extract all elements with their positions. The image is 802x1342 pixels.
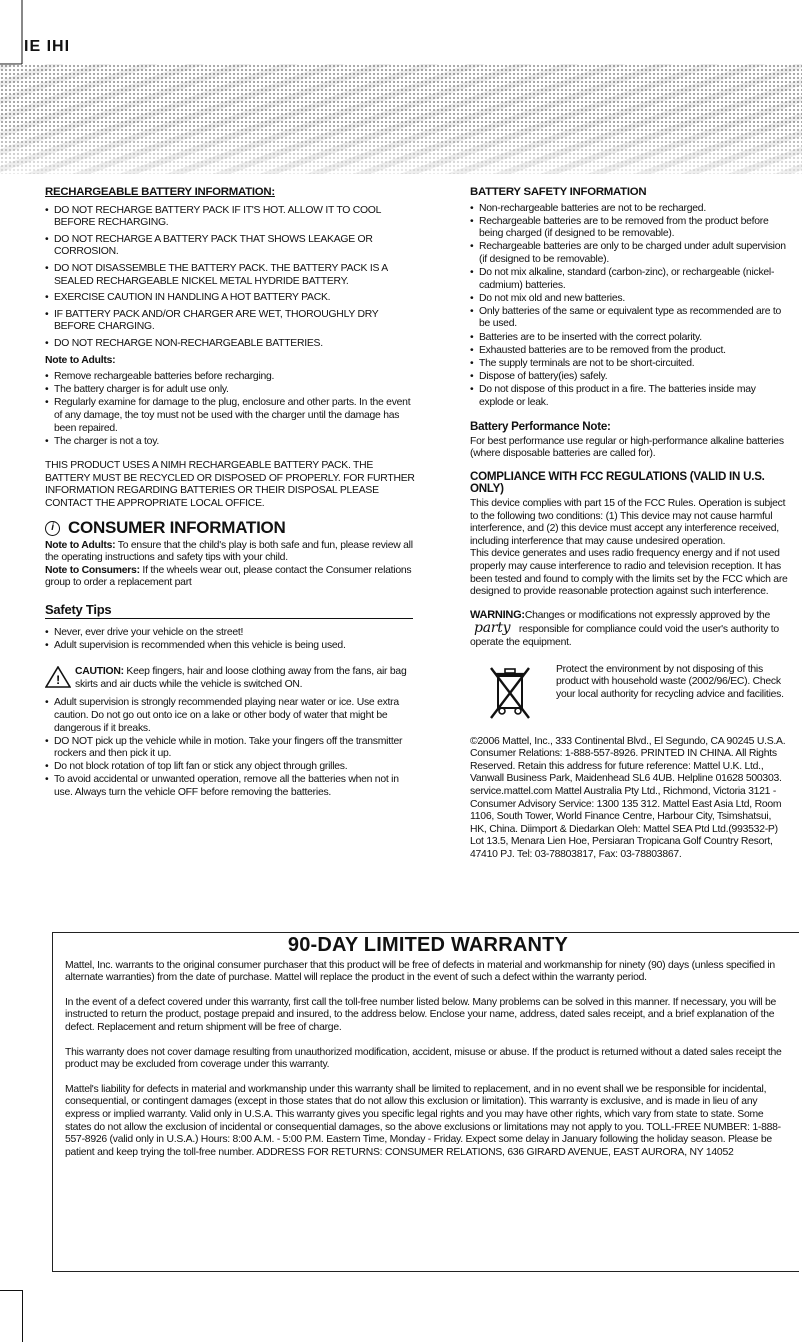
note-to-adults-heading: Note to Adults: (45, 354, 116, 366)
battery-performance-text: For best performance use regular or high-performance alkaline batteries (where disposable batteries are called for). (470, 435, 784, 460)
rechargeable-battery-heading: RECHARGEABLE BATTERY INFORMATION: (45, 186, 275, 198)
more-safety-list (45, 697, 417, 799)
list-item: • Non-rechargeable batteries are not to be recharged. (470, 203, 788, 216)
note-text: If the wheels wear out, please contact the Consumer relations group to order a replacement part (45, 564, 412, 589)
handwritten-annotation: party (474, 620, 511, 637)
consumer-note-consumers (45, 565, 417, 590)
recycle-text: Protect the environment by not disposing of this product with household waste (2002/96/EC). Check your local authority for recycling advice and facilities. (556, 663, 784, 700)
note-label: Note to Adults: (45, 539, 116, 551)
crop-mark-bottom (0, 1290, 22, 1291)
list-item: • Adult supervision is recommended when this vehicle is being used. (45, 640, 417, 653)
list-item: • To avoid accidental or unwanted operation, remove all the batteries when not in use. Always turn the vehicle OFF before removing the batteries. (45, 774, 417, 799)
battery-safety-list (470, 203, 788, 410)
list-item: • DO NOT RECHARGE NON-RECHARGEABLE BATTERIES. (45, 338, 417, 351)
list-item: • Remove rechargeable batteries before recharging. (45, 371, 417, 384)
warranty-paragraph-1: Mattel, Inc. warrants to the original consumer purchaser that this product will be free of defects in material and workmanship for ninety (90) days (unless specified in alternate warranties) from the date of purchase. Mattel will replace the product in the event of such a defect within the warranty period. (65, 959, 775, 984)
note-text: To ensure that the child's play is both safe and fun, please review all the operating instructions and safety tips with your child. (45, 539, 413, 564)
battery-performance-heading: Battery Performance Note: (470, 420, 611, 434)
battery-safety-heading: BATTERY SAFETY INFORMATION (470, 186, 647, 198)
crop-mark-bottom-vertical (22, 1290, 23, 1342)
list-item: • DO NOT RECHARGE BATTERY PACK IF IT'S HOT. ALLOW IT TO COOL BEFORE RECHARGING. (45, 205, 417, 230)
list-item: • The charger is not a toy. (45, 436, 417, 449)
list-item: • Only batteries of the same or equivalent type as recommended are to be used. (470, 306, 788, 331)
warning-paragraph (470, 609, 788, 650)
list-item: • The supply terminals are not to be short-circuited. (470, 358, 788, 371)
info-icon: i (45, 521, 60, 536)
copyright-text: ©2006 Mattel, Inc., 333 Continental Blvd., El Segundo, CA 90245 U.S.A. Consumer Relations: 1-888-557-8926. PRINTED IN CHINA. All Rights Reserved. Retain this address for future reference: Mattel U.K. Ltd., Vanwall Business Park, Maidenhead SL6 4UB. Helpline 01628 500303. service.mattel.com Mattel Australia Pty Ltd., Richmond, Victoria 3121 - Consumer Advisory Service: 1300 135 312. Mattel East Asia Ltd, Room 1106, South Tower, World Finance Centre, Harbour City, Tsimshatsui, HK, China. Diimport & Diedarkan Oleh: Mattel SEA Ptd Ltd.(993532-P) Lot 13.5, Menara Lien Hoe, Persiaran Tropicana Golf Country Resort, 47410 PJ. Tel: 03-78803817, Fax: 03-78803867. (470, 735, 786, 860)
caution-block (45, 666, 417, 691)
warranty-box (52, 932, 799, 1272)
list-item: • Do not dispose of this product in a fire. The batteries inside may explode or leak. (470, 384, 788, 409)
warranty-paragraph-4: Mattel's liability for defects in material and workmanship under this warranty shall be limited to replacement, and in no event shall we be responsible for incidental, consequential, or contingent damages (except in those states that do not allow this exclusion or limitation). This warranty is exclusive, and is made in lieu of any express or implied warranty. Valid only in U.S.A. This warranty gives you specific legal rights and you may have other rights, which vary from state to state. Some states do not allow the exclusion of incidental or consequential damages, so the above exclusions or limitations may not apply to you. TOLL-FREE NUMBER: 1-888-557-8926 (valid only in U.S.A.) Hours: 8:00 A.M. - 5:00 P.M. Eastern Time, Monday - Friday. Expect some delay in January following the holiday season. Please be patient and keep trying the toll-free number. ADDRESS FOR RETURNS: CONSUMER RELATIONS, 636 GIRARD AVENUE, EAST AURORA, NY 14052 (65, 1083, 781, 1158)
warranty-paragraph-3: This warranty does not cover damage resulting from unauthorized modification, accident, misuse or abuse. If the product is returned without a dated sales receipt the product may be excluded from coverage under this warranty. (65, 1046, 782, 1071)
list-item: • EXERCISE CAUTION IN HANDLING A HOT BATTERY PACK. (45, 292, 417, 305)
consumer-heading-text: CONSUMER INFORMATION (68, 517, 286, 537)
list-item: • Do not mix alkaline, standard (carbon-zinc), or rechargeable (nickel-cadmium) batteries. (470, 267, 788, 292)
warning-label: WARNING: (470, 608, 525, 621)
caution-text (75, 666, 417, 691)
list-item: • Rechargeable batteries are to be removed from the product before being charged (if designed to be removable). (470, 216, 788, 241)
list-item: • The battery charger is for adult use only. (45, 384, 417, 397)
svg-text:!: ! (56, 673, 60, 688)
logo-mark: IE IHI (24, 38, 71, 55)
list-item: • DO NOT RECHARGE A BATTERY PACK THAT SHOWS LEAKAGE OR CORROSION. (45, 234, 417, 259)
list-item: • Batteries are to be inserted with the correct polarity. (470, 332, 788, 345)
list-item: • Rechargeable batteries are only to be charged under adult supervision (if designed to be removable). (470, 241, 788, 266)
note-to-adults-list (45, 371, 417, 448)
halftone-stripes (0, 64, 802, 174)
caution-label: CAUTION: (75, 666, 124, 678)
list-item: • Dispose of battery(ies) safely. (470, 371, 788, 384)
list-item: • Do not mix old and new batteries. (470, 293, 788, 306)
caution-body: Keep fingers, hair and loose clothing away from the fans, air bag skirts and air ducts while the vehicle is switched ON. (75, 666, 407, 690)
fcc-paragraph-1: This device complies with part 15 of the FCC Rules. Operation is subject to the following two conditions: (1) This device may not cause harmful interference, and (2) this device must accept any interference received, including interference that may cause undesired operation. (470, 498, 786, 547)
left-column (45, 186, 417, 800)
list-item: • IF BATTERY PACK AND/OR CHARGER ARE WET, THOROUGHLY DRY BEFORE CHARGING. (45, 309, 417, 334)
safety-tips-list (45, 627, 417, 653)
list-item: • Exhausted batteries are to be removed from the product. (470, 345, 788, 358)
note-label: Note to Consumers: (45, 564, 140, 576)
warning-triangle-icon (45, 666, 71, 688)
fcc-paragraph-2: This device generates and uses radio frequency energy and if not used properly may cause interference to radio and television reception. It has been tested and found to comply with the limits set by the FCC which are designed to provide reasonable protection against such interference. (470, 548, 788, 598)
list-item: • Regularly examine for damage to the plug, enclosure and other parts. In the event of any damage, the toy must not be used with the charger until the damage has been repaired. (45, 397, 417, 435)
recycle-block (470, 664, 788, 722)
list-item: • DO NOT DISASSEMBLE THE BATTERY PACK. THE BATTERY PACK IS A SEALED RECHARGEABLE NICKEL METAL HYDRIDE BATTERY. (45, 263, 417, 288)
list-item: • Do not block rotation of top lift fan or stick any object through grilles. (45, 761, 417, 774)
warning-text-2: responsible for compliance could void the user's authority to operate the equipment. (470, 624, 779, 648)
fcc-heading: COMPLIANCE WITH FCC REGULATIONS (VALID IN U.S. ONLY) (470, 469, 765, 496)
consumer-note-adults (45, 540, 417, 565)
warranty-title: 90-DAY LIMITED WARRANTY (287, 934, 569, 956)
list-item: • Adult supervision is strongly recommended playing near water or ice. Use extra caution. Do not go out onto ice on a lake or other body of water that might be dangerous if it breaks. (45, 697, 417, 735)
list-item: • Never, ever drive your vehicle on the street! (45, 627, 417, 640)
nimh-paragraph: THIS PRODUCT USES A NIMH RECHARGEABLE BATTERY PACK. THE BATTERY MUST BE RECYCLED OR DISPOSED OF PROPERLY. FOR FURTHER INFORMATION REGARDING BATTERIES OR THEIR DISPOSAL PLEASE CONTACT THE APPROPRIATE LOCAL OFFICE. (45, 460, 415, 509)
list-item: • DO NOT pick up the vehicle while in motion. Take your fingers off the transmitter rockers and then pick it up. (45, 736, 417, 761)
crop-mark (0, 0, 40, 70)
rechargeable-battery-list (45, 205, 417, 351)
safety-tips-heading: Safety Tips (45, 604, 413, 619)
crossed-bin-icon (488, 664, 532, 722)
warning-text: Changes or modifications not expressly approved by the (524, 609, 771, 621)
warranty-paragraph-2: In the event of a defect covered under this warranty, first call the toll-free number listed below. Many problems can be solved in this manner. If necessary, you will be instructed to return the product, postage prepaid and insured, to the address below. Enclose your name, address, dated sales receipt, and a brief explanation of the defect. Replacement and return shipment will be free of charge. (65, 996, 777, 1033)
consumer-information-heading (45, 517, 417, 537)
right-column (470, 186, 788, 872)
